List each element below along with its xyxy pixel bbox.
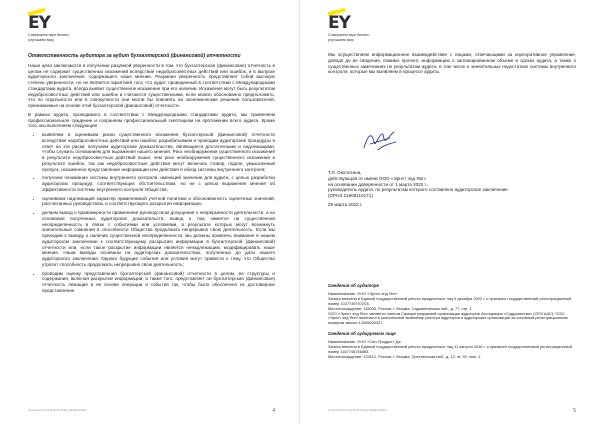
ey-tagline [28,33,88,42]
ey-tagline [328,33,388,42]
list-item: • получаем понимание системы внутреннего контроля, имеющей значение для аудита, с целью разработки аудиторских процедур, соответствующих обстоятельствам, но не с целью выражения мнения об эффективности системы внутреннего контроля Общества; [42,175,275,192]
client-details-line: Местонахождение: 123112, Россия, г. Москва, Пресненская наб., д. 12, эт. 39, пом. 1. [328,353,482,359]
ey-wordmark-text: EY [328,13,350,33]
handwritten-signature-icon [360,128,400,154]
list-item: • проводим оценку представления бухгалтерской (финансовой) отчетности в целом, ее структуры и содержания, включая раскрытие информации, а также того, представляет ли бухгалтерская (финансовая) отчетность лежащие в ее основе операции и события так, чтобы было обеспечено их достоверное представление. [42,271,275,294]
signatory-name: Т.Л. Околотина, [328,170,362,175]
ey-tagline-line-1: Совершенствуя бизнес, [328,33,371,37]
signatory-role: действующая от имени ООО «Эрнст энд Янг» [328,175,427,181]
page-number: 4 [272,408,275,414]
list-item: • делаем вывод о правомерности применения руководством допущения о непрерывности деятельности, а на основании полученных аудиторских доказательств, вывод о том, имеется ли существенная неопределенность в связи с событиями или условиями, в результате которых могут возникнуть значительные сомнения в способности Общества продолжать непрерывно свою деятельность. Если мы приходим к выводу о наличии существенной неопределенности, мы должны привлечь внимание в нашем аудиторском заключении к соответствующему раскрытию информации в бухгалтерской (финансовой) отчетности или, если такое раскрытие информации является ненадлежащим, модифицировать наше мнение. Наши выводы основаны на аудиторских доказательствах, полученных до даты нашего аудиторского заключения. Однако будущие события или условия могут привести к тому, что Общество утратит способность продолжать непрерывно свою деятельность; [42,210,275,268]
paragraph: Мы осуществляем информационное взаимодействие с лицами, отвечающими за корпоративное управление, доводя до их сведения, помимо прочего, информацию о запланированном объеме и сроках аудита, а также о существенных замечаниях по результатам аудита, в том числе о значительных недостатках системы внутреннего контроля, которые мы выявляем в процессе аудита. [328,52,576,75]
report-page-5 [300,0,600,424]
auditor-details-line: Запись внесена в Единый государственный реестр юридических лиц 5 декабря 2002 г. и присвоен государственный регистрационный номер 1027739707203. [328,295,572,306]
signatory-ornz: (ОРНЗ 21906110171) [328,193,373,198]
procedures-list [28,132,275,294]
report-date: 29 марта 2022 г. [328,201,363,207]
ey-logo [28,14,88,42]
signatory-block [328,170,576,208]
list-item: • оцениваем надлежащий характер применяемой учетной политики и обоснованность оценочных значений, рассчитанных руководством, и соответствующего раскрытия информации; [42,196,275,208]
page-footer: A member firm of Ernst & Young Global Limited [28,408,87,412]
signatory-basis: на основании доверенности от 1 марта 2022 г., [328,181,429,187]
page-number: 5 [573,408,576,414]
ey-wordmark [28,14,88,32]
auditor-details-line: Наименование: ООО «Эрнст энд Янг» [328,290,398,296]
client-details-line: Запись внесена в Единый государственный реестр юридических лиц 11 августа 2016 г. и присвоен государственный регистрационный номер 1167746756855. [328,344,572,354]
ey-tagline-line-2: улучшаем мир [28,37,54,42]
ey-tagline-line-2: улучшаем мир [328,37,354,42]
list-item: • выявляем и оцениваем риски существенного искажения бухгалтерской (финансовой) отчетности вследствие недобросовестных действий или ошибок; разрабатываем и проводим аудиторские процедуры в ответ на эти риски; получаем аудиторские доказательства, являющиеся достаточными и надлежащими, чтобы служить основанием для выражения нашего мнения. Риск необнаружения существенного искажения в результате недобросовестных действий выше, чем риск необнаружения существенного искажения в результате ошибок, так как недобросовестные действия могут включать сговор, подлог, умышленный пропуск, искаженное представление информации или действия в обход системы внутреннего контроля; [42,132,275,172]
paragraph: Наши цели заключаются в получении разумной уверенности в том, что бухгалтерская (финансовая) отчетность в целом не содержит существенных искажений вследствие недобросовестных действий или ошибок, и в выпуске аудиторского заключения, содержащего наше мнение. Разумная уверенность представляет собой высокую степень уверенности, но не является гарантией того, что аудит, проведенный в соответствии с Международными стандартами аудита, всегда выявит существенное искажение при его наличии. Искажения могут быть результатом недобросовестных действий или ошибок и считаются существенными, если можно обоснованно предположить, что по отдельности или в совокупности они могли бы повлиять на экономические решения пользователей, принимаемые на основе этой бухгалтерской (финансовой) отчетности. [28,62,275,108]
paragraph: В рамках аудита, проводимого в соответствии с Международными стандартами аудита, мы применяем профессиональное суждение и сохраняем профессиональный скептицизм на протяжении всего аудита. Кроме того, мы выполняем следующее: [28,111,275,129]
page-footer: A member firm of Ernst & Young Global Limited [328,408,387,412]
left-page-body [28,54,275,297]
right-page-body [328,52,576,78]
auditor-details-line: Местонахождение: 115035, Россия, г. Москва, Садовническая наб., д. 77, стр. 1. [328,305,473,311]
auditor-details-line: ООО «Эрнст энд Янг» является членом Саморегулируемой организации аудиторов Ассоциации «Содружество» (СРО ААС). ООО «Эрнст энд Янг» включено в контрольный экземпляр реестра аудиторов и аудиторских организаций за основным регистрационным номером записи 12006020327. [328,310,568,326]
entity-details [328,284,576,360]
ey-tagline-line-1: Совершенствуя бизнес, [28,33,71,37]
signatory-scope: руководитель аудита, по результатам которого составлено аудиторское заключение [328,187,508,193]
ey-logo [328,14,388,42]
ey-wordmark [328,14,388,32]
ey-wordmark-text: EY [28,13,50,33]
auditor-details-title: Сведения об аудиторе [328,283,379,288]
section-title-auditor-responsibility: Ответственность аудитора за аудит бухгалтерской (финансовой) отчетности [28,53,241,59]
client-details-line: Наименование: ООО «Сан Продукт» Да [328,339,401,345]
client-details-title: Сведения об аудируемом лице [328,331,396,337]
